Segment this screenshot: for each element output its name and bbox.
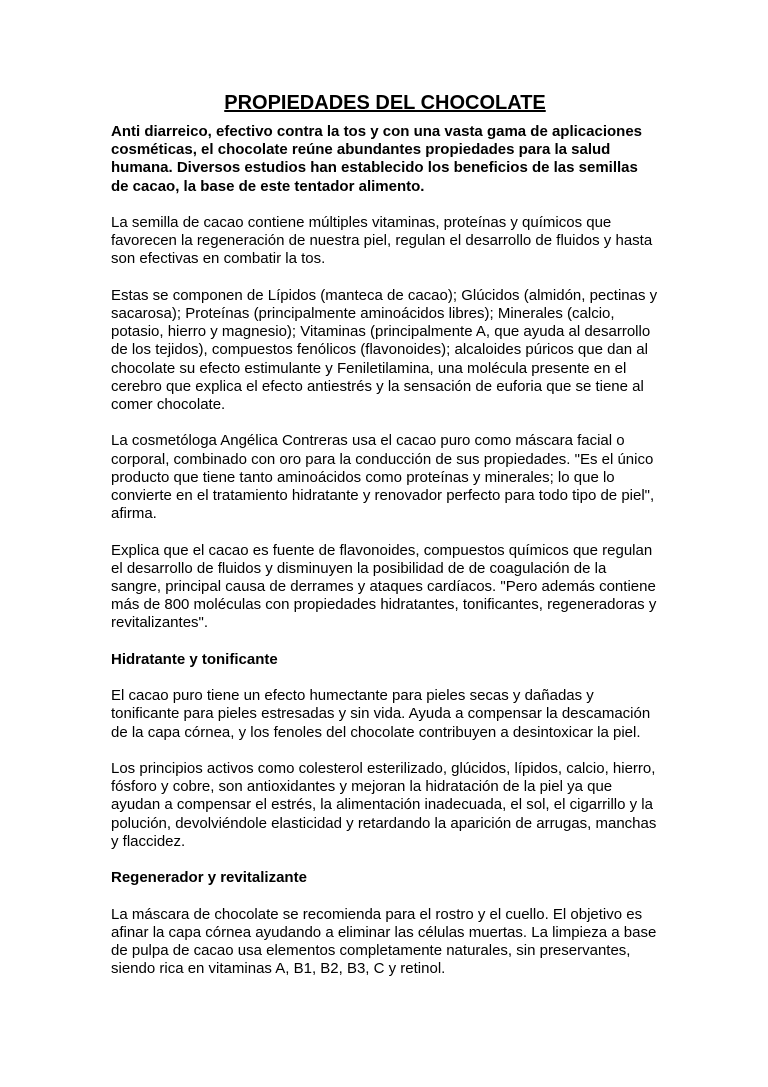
body-paragraph: Explica que el cacao es fuente de flavonoides, compuestos químicos que regulan el desarrollo de fluidos y disminuyen la posibilidad de de coagulación de la sangre, principal causa de derrames y ataques cardíacos. "Pero además contiene más de 800 moléculas con propiedades hidratantes, tonificantes, regeneradoras y revitalizantes". [111, 541, 657, 632]
body-paragraph: La máscara de chocolate se recomienda para el rostro y el cuello. El objetivo es afinar la capa córnea ayudando a eliminar las células muertas. La limpieza a base de pulpa de cacao usa elementos completamente naturales, sin preservantes, siendo rica en vitaminas A, B1, B2, B3, C y retinol. [111, 905, 657, 978]
document-title: PROPIEDADES DEL CHOCOLATE [224, 92, 546, 114]
body-paragraph: El cacao puro tiene un efecto humectante para pieles secas y dañadas y tonificante para pieles estresadas y sin vida. Ayuda a compensar la descamación de la capa córnea, y los fenoles del chocolate contribuyen a desintoxicar la piel. [111, 687, 651, 741]
body-paragraph: Estas se componen de Lípidos (manteca de cacao); Glúcidos (almidón, pectinas y sacarosa); Proteínas (principalmente aminoácidos libres); Minerales (calcio, potasio, hierro y magnesio); Vitaminas (principalmente A, que ayuda al desarrollo de los tejidos), compuestos fenólicos (flavonoides); alcaloides púricos que dan al chocolate su efecto estimulante y Feniletilamina, una molécula presente en el cerebro que explica el efecto antiestrés y la sensación de euforia que se tiene al comer chocolate. [111, 286, 658, 414]
body-paragraph: La semilla de cacao contiene múltiples vitaminas, proteínas y químicos que favorecen la regeneración de nuestra piel, regulan el desarrollo de fluidos y hasta son efectivas en combatir la tos. [111, 214, 653, 268]
section-heading-hidratante: Hidratante y tonificante [111, 650, 278, 668]
section-heading-regenerador: Regenerador y revitalizante [111, 869, 307, 887]
document-page [111, 90, 659, 997]
body-paragraph: Los principios activos como colesterol esterilizado, glúcidos, lípidos, calcio, hierro, fósforo y cobre, son antioxidantes y mejoran la hidratación de la piel ya que ayudan a compensar el estrés, la alimentación inadecuada, el sol, el cigarrillo y la polución, devolviéndole elasticidad y retardando la aparición de arrugas, manchas y flaccidez. [111, 760, 657, 850]
body-paragraph: La cosmetóloga Angélica Contreras usa el cacao puro como máscara facial o corporal, combinado con oro para la conducción de sus propiedades. "Es el único producto que tiene tanto aminoácidos como proteínas y minerales; lo que lo convierte en el tratamiento hidratante y renovador perfecto para todo tipo de piel", afirma. [111, 432, 655, 523]
intro-paragraph: Anti diarreico, efectivo contra la tos y con una vasta gama de aplicaciones cosméticas, el chocolate reúne abundantes propiedades para la salud humana. Diversos estudios han establecido los beneficios de las semillas de cacao, la base de este tentador alimento. [111, 123, 643, 195]
